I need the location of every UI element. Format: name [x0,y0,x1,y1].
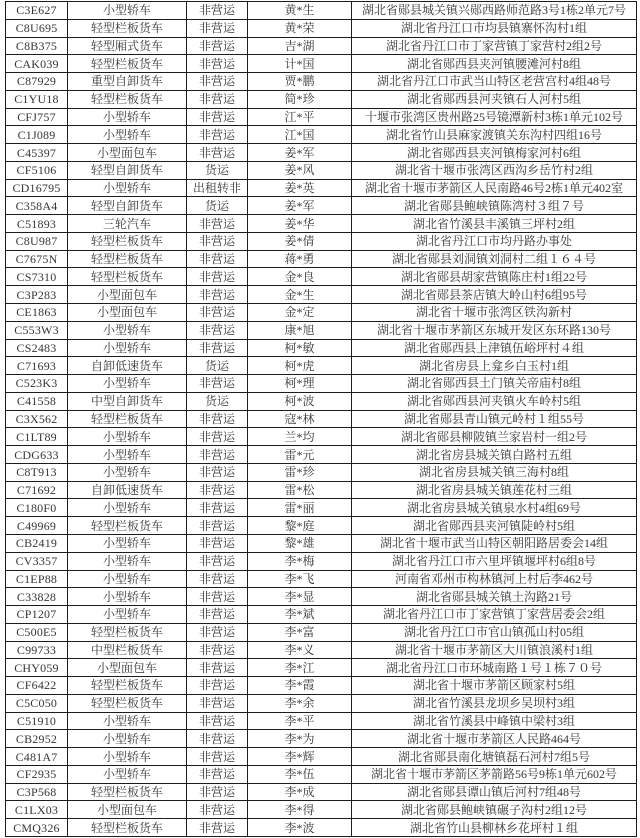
cell-usage-type: 非营运 [187,339,248,357]
cell-plate-code: C8B375 [6,37,68,55]
cell-address: 湖北省房县城关镇三海村8组 [352,463,637,481]
cell-usage-type: 非营运 [187,232,248,250]
table-row [6,126,637,144]
cell-address: 湖北省丹江口市武当山特区老营宫村4组48号 [352,73,637,91]
cell-vehicle-type: 小型轿车 [68,570,187,588]
cell-plate-code: CS7310 [6,268,68,286]
table-row [6,250,637,268]
cell-address: 十堰市张湾区贵州路25号镜潭新村3栋1单元102号 [352,108,637,126]
cell-owner-name: 黄*生 [248,2,352,20]
cell-owner-name: 李*梅 [248,552,352,570]
cell-usage-type: 非营运 [187,623,248,641]
cell-address: 湖北省竹山县麻家渡镇关东沟村四组16号 [352,126,637,144]
cell-usage-type: 货运 [187,197,248,215]
cell-vehicle-type: 轻型栏板货车 [68,623,187,641]
cell-address: 湖北省十堰市茅箭区大川镇浪溪村1组 [352,641,637,659]
cell-vehicle-type: 小型面包车 [68,659,187,677]
table-row [6,606,637,624]
cell-plate-code: C523K3 [6,375,68,393]
table-row [6,392,637,410]
table-row [6,801,637,819]
cell-plate-code: CHY059 [6,659,68,677]
cell-address: 湖北省房县城关镇泉水村4组69号 [352,499,637,517]
cell-address: 湖北省竹溪县龙坝乡吴坝村3组 [352,694,637,712]
cell-vehicle-type: 小型轿车 [68,499,187,517]
cell-owner-name: 李*斌 [248,606,352,624]
cell-address: 湖北省房县城关镇白路村五组 [352,446,637,464]
table-row [6,481,637,499]
cell-owner-name: 李*成 [248,783,352,801]
cell-vehicle-type: 轻型栏板货车 [68,268,187,286]
table-row [6,623,637,641]
cell-usage-type: 非营运 [187,268,248,286]
cell-address: 湖北省十堰市武当山特区朝阳路居委会14组 [352,534,637,552]
cell-owner-name: 姜*倩 [248,232,352,250]
cell-plate-code: CE1863 [6,304,68,322]
cell-vehicle-type: 轻型栏板货车 [68,677,187,695]
table-row [6,144,637,162]
cell-owner-name: 李*江 [248,659,352,677]
cell-usage-type: 非营运 [187,712,248,730]
cell-plate-code: C8U695 [6,19,68,37]
cell-owner-name: 李*义 [248,641,352,659]
table-row [6,339,637,357]
cell-owner-name: 黎*雄 [248,534,352,552]
cell-address: 湖北省丹江口市丁家营镇丁家营居委会2组 [352,606,637,624]
cell-usage-type: 非营运 [187,108,248,126]
cell-usage-type: 非营运 [187,570,248,588]
cell-address: 湖北省郧西县夹河镇陡岭村5组 [352,517,637,535]
cell-address: 湖北省十堰市茅箭区人民路464号 [352,730,637,748]
cell-address: 湖北省郧县鲍峡镇碾子沟村2组12号 [352,801,637,819]
cell-address: 湖北省十堰市茅箭区人民南路46号2栋1单元402室 [352,179,637,197]
cell-plate-code: CD16795 [6,179,68,197]
cell-address: 湖北省郧西县夹河镇梅家河村6组 [352,144,637,162]
table-row [6,19,637,37]
cell-usage-type: 非营运 [187,765,248,783]
cell-usage-type: 非营运 [187,250,248,268]
cell-vehicle-type: 重型自卸货车 [68,73,187,91]
cell-vehicle-type: 小型轿车 [68,606,187,624]
cell-vehicle-type: 轻型栏板货车 [68,55,187,73]
cell-vehicle-type: 小型轿车 [68,534,187,552]
cell-owner-name: 李*得 [248,801,352,819]
cell-usage-type: 非营运 [187,321,248,339]
cell-owner-name: 姜*风 [248,161,352,179]
cell-owner-name: 简*珍 [248,90,352,108]
cell-vehicle-type: 轻型栏板货车 [68,783,187,801]
cell-owner-name: 雷*丽 [248,499,352,517]
table-row [6,410,637,428]
cell-vehicle-type: 小型轿车 [68,428,187,446]
cell-owner-name: 金*定 [248,304,352,322]
cell-usage-type: 货运 [187,392,248,410]
cell-vehicle-type: 轻型自卸货车 [68,197,187,215]
cell-owner-name: 姜*军 [248,144,352,162]
table-row [6,463,637,481]
cell-usage-type: 非营运 [187,73,248,91]
cell-vehicle-type: 轻型自卸货车 [68,161,187,179]
cell-plate-code: C41558 [6,392,68,410]
cell-owner-name: 江*国 [248,126,352,144]
table-row [6,286,637,304]
cell-usage-type: 非营运 [187,144,248,162]
cell-owner-name: 寇*林 [248,410,352,428]
cell-address: 湖北省郧县城关镇土沟路21号 [352,588,637,606]
cell-owner-name: 金*生 [248,286,352,304]
cell-vehicle-type: 小型轿车 [68,588,187,606]
cell-plate-code: C45397 [6,144,68,162]
cell-owner-name: 李*平 [248,712,352,730]
table-row [6,304,637,322]
cell-usage-type: 非营运 [187,19,248,37]
cell-address: 湖北省房县城关镇莲花村三组 [352,481,637,499]
table-row [6,179,637,197]
cell-vehicle-type: 轻型厢式货车 [68,37,187,55]
cell-plate-code: CF6422 [6,677,68,695]
cell-plate-code: CF2935 [6,765,68,783]
table-row [6,499,637,517]
cell-plate-code: C87929 [6,73,68,91]
cell-vehicle-type: 小型面包车 [68,304,187,322]
cell-usage-type: 非营运 [187,588,248,606]
table-row [6,90,637,108]
table-row [6,748,637,766]
table-row [6,659,637,677]
cell-vehicle-type: 小型轿车 [68,179,187,197]
cell-plate-code: C1YU18 [6,90,68,108]
cell-plate-code: C71693 [6,357,68,375]
cell-plate-code: C99733 [6,641,68,659]
cell-owner-name: 李*伍 [248,765,352,783]
table-row [6,730,637,748]
cell-address: 湖北省房县上龛乡白玉村1组 [352,357,637,375]
table-row [6,232,637,250]
cell-address: 湖北省丹江口市丁家营镇丁家营村2组2号 [352,37,637,55]
cell-owner-name: 柯*波 [248,392,352,410]
cell-owner-name: 李*为 [248,730,352,748]
cell-plate-code: CAK039 [6,55,68,73]
cell-address: 湖北省郧西县河夹镇火车岭村5组 [352,392,637,410]
cell-vehicle-type: 轻型栏板货车 [68,19,187,37]
cell-plate-code: C8T913 [6,463,68,481]
cell-usage-type: 非营运 [187,375,248,393]
cell-plate-code: C3X562 [6,410,68,428]
cell-usage-type: 货运 [187,161,248,179]
table-row [6,588,637,606]
cell-plate-code: C1LX03 [6,801,68,819]
cell-address: 湖北省郧县青山镇元岭村１组55号 [352,410,637,428]
cell-plate-code: C1LT89 [6,428,68,446]
table-row [6,783,637,801]
cell-usage-type: 出租转非 [187,179,248,197]
cell-vehicle-type: 自卸低速货车 [68,481,187,499]
cell-usage-type: 非营运 [187,2,248,20]
cell-plate-code: C33828 [6,588,68,606]
table-row [6,677,637,695]
cell-usage-type: 非营运 [187,694,248,712]
cell-owner-name: 柯*敏 [248,339,352,357]
cell-plate-code: C1EP88 [6,570,68,588]
cell-plate-code: C180F0 [6,499,68,517]
cell-address: 湖北省十堰市张湾区铁沟新村 [352,304,637,322]
table-row [6,517,637,535]
cell-plate-code: C3P283 [6,286,68,304]
cell-address: 湖北省郧县柳陂镇兰家岩村一组2号 [352,428,637,446]
vehicle-table [5,1,637,837]
cell-usage-type: 非营运 [187,410,248,428]
cell-owner-name: 李*波 [248,819,352,837]
cell-plate-code: CMQ326 [6,819,68,837]
cell-plate-code: C8U987 [6,232,68,250]
cell-vehicle-type: 小型面包车 [68,801,187,819]
cell-usage-type: 非营运 [187,517,248,535]
cell-vehicle-type: 小型面包车 [68,144,187,162]
table-row [6,552,637,570]
cell-address: 湖北省丹江口市均丹路办事处 [352,232,637,250]
cell-address: 湖北省十堰市张湾区西沟乡岳竹村2组 [352,161,637,179]
table-row [6,2,637,20]
table-row [6,197,637,215]
cell-usage-type: 非营运 [187,463,248,481]
cell-owner-name: 雷*松 [248,481,352,499]
cell-owner-name: 柯*虎 [248,357,352,375]
cell-usage-type: 非营运 [187,428,248,446]
table-row [6,819,637,837]
cell-usage-type: 非营运 [187,783,248,801]
cell-usage-type: 非营运 [187,481,248,499]
table-row [6,446,637,464]
cell-vehicle-type: 小型轿车 [68,765,187,783]
cell-plate-code: CP1207 [6,606,68,624]
cell-vehicle-type: 轻型栏板货车 [68,694,187,712]
cell-owner-name: 姜*英 [248,179,352,197]
cell-owner-name: 计*国 [248,55,352,73]
cell-plate-code: C51910 [6,712,68,730]
cell-address: 湖北省郧西县土门镇关帝庙村8组 [352,375,637,393]
cell-address: 湖北省十堰市茅箭区顾家村5组 [352,677,637,695]
cell-plate-code: CDG633 [6,446,68,464]
cell-owner-name: 柯*理 [248,375,352,393]
vehicle-table-body [6,2,637,837]
cell-owner-name: 李*霞 [248,677,352,695]
table-row [6,268,637,286]
cell-usage-type: 非营运 [187,304,248,322]
cell-vehicle-type: 小型轿车 [68,108,187,126]
cell-owner-name: 李*飞 [248,570,352,588]
cell-vehicle-type: 小型轿车 [68,126,187,144]
cell-usage-type: 非营运 [187,499,248,517]
cell-plate-code: C553W3 [6,321,68,339]
cell-vehicle-type: 中型栏板货车 [68,641,187,659]
cell-vehicle-type: 轻型栏板货车 [68,232,187,250]
cell-vehicle-type: 小型轿车 [68,446,187,464]
cell-address: 湖北省丹江口市六里坪镇堰坪村6组8号 [352,552,637,570]
cell-vehicle-type: 轻型栏板货车 [68,819,187,837]
table-row [6,641,637,659]
cell-address: 湖北省郧县南化塘镇磊石河村7组5号 [352,748,637,766]
table-row [6,215,637,233]
cell-usage-type: 非营运 [187,801,248,819]
cell-owner-name: 金*良 [248,268,352,286]
table-row [6,108,637,126]
cell-plate-code: C358A4 [6,197,68,215]
table-row [6,534,637,552]
cell-vehicle-type: 轻型栏板货车 [68,517,187,535]
cell-vehicle-type: 轻型栏板货车 [68,410,187,428]
cell-owner-name: 雷*元 [248,446,352,464]
cell-plate-code: C3E627 [6,2,68,20]
cell-usage-type: 非营运 [187,552,248,570]
cell-vehicle-type: 中型自卸货车 [68,392,187,410]
cell-owner-name: 黎*庭 [248,517,352,535]
cell-plate-code: C5C050 [6,694,68,712]
table-row [6,357,637,375]
cell-owner-name: 黄*荣 [248,19,352,37]
cell-vehicle-type: 小型轿车 [68,463,187,481]
table-row [6,694,637,712]
cell-plate-code: C500E5 [6,623,68,641]
cell-plate-code: C49969 [6,517,68,535]
cell-owner-name: 兰*均 [248,428,352,446]
cell-vehicle-type: 小型轿车 [68,321,187,339]
cell-vehicle-type: 小型轿车 [68,552,187,570]
cell-vehicle-type: 小型轿车 [68,375,187,393]
cell-plate-code: CFJ757 [6,108,68,126]
cell-usage-type: 非营运 [187,446,248,464]
cell-address: 湖北省郧县茶店镇大岭山村6组95号 [352,286,637,304]
cell-owner-name: 吉*湖 [248,37,352,55]
cell-address: 湖北省郧西县河夹镇石人河村5组 [352,90,637,108]
cell-plate-code: CB2952 [6,730,68,748]
table-row [6,765,637,783]
cell-usage-type: 非营运 [187,641,248,659]
cell-plate-code: CS2483 [6,339,68,357]
table-row [6,73,637,91]
cell-plate-code: C51893 [6,215,68,233]
cell-usage-type: 非营运 [187,677,248,695]
cell-owner-name: 李*辉 [248,748,352,766]
table-row [6,37,637,55]
cell-vehicle-type: 三轮汽车 [68,215,187,233]
cell-owner-name: 姜*华 [248,215,352,233]
cell-owner-name: 贾*鹏 [248,73,352,91]
table-row [6,161,637,179]
cell-usage-type: 非营运 [187,55,248,73]
cell-address: 湖北省竹溪县丰溪镇三坪村2组 [352,215,637,233]
table-row [6,428,637,446]
cell-address: 湖北省十堰市茅箭区东城开发区东环路130号 [352,321,637,339]
cell-owner-name: 雷*珍 [248,463,352,481]
cell-vehicle-type: 小型轿车 [68,2,187,20]
cell-vehicle-type: 轻型栏板货车 [68,90,187,108]
cell-address: 湖北省丹江口市环城南路１号１栋７０号 [352,659,637,677]
cell-plate-code: CF5106 [6,161,68,179]
cell-address: 湖北省郧西县夹河镇腰滩河村8组 [352,55,637,73]
cell-vehicle-type: 自卸低速货车 [68,357,187,375]
cell-address: 湖北省郧县刘洞镇刘洞村二组１６４号 [352,250,637,268]
cell-vehicle-type: 小型轿车 [68,748,187,766]
cell-plate-code: CV3357 [6,552,68,570]
table-row [6,321,637,339]
cell-usage-type: 非营运 [187,659,248,677]
cell-vehicle-type: 小型轿车 [68,730,187,748]
cell-owner-name: 蒋*勇 [248,250,352,268]
cell-vehicle-type: 小型面包车 [68,286,187,304]
table-row [6,375,637,393]
cell-address: 湖北省十堰市茅箭区茅箭路56号9栋1单元602号 [352,765,637,783]
cell-usage-type: 货运 [187,357,248,375]
cell-owner-name: 江*平 [248,108,352,126]
cell-address: 湖北省郧县鲍峡镇陈湾村３组７号 [352,197,637,215]
cell-owner-name: 康*旭 [248,321,352,339]
cell-usage-type: 非营运 [187,730,248,748]
cell-address: 湖北省郧县城关镇兴郧西路师范路3号1栋2单元7号 [352,2,637,20]
cell-usage-type: 非营运 [187,819,248,837]
cell-owner-name: 李*显 [248,588,352,606]
cell-vehicle-type: 小型轿车 [68,339,187,357]
cell-vehicle-type: 轻型栏板货车 [68,250,187,268]
cell-address: 湖北省郧县谭山镇后河村7组48号 [352,783,637,801]
cell-address: 河南省邓州市构林镇河上村后李462号 [352,570,637,588]
cell-address: 湖北省郧县胡家营镇陈庄村1组22号 [352,268,637,286]
cell-owner-name: 李*富 [248,623,352,641]
cell-usage-type: 非营运 [187,748,248,766]
cell-vehicle-type: 小型轿车 [68,712,187,730]
table-row [6,570,637,588]
cell-usage-type: 非营运 [187,126,248,144]
cell-usage-type: 非营运 [187,286,248,304]
cell-plate-code: C71692 [6,481,68,499]
cell-plate-code: C3P568 [6,783,68,801]
cell-owner-name: 李*余 [248,694,352,712]
cell-address: 湖北省丹江口市官山镇孤山村05组 [352,623,637,641]
table-row [6,712,637,730]
cell-address: 湖北省竹山县柳林乡花坪村１组 [352,819,637,837]
table-row [6,55,637,73]
cell-plate-code: CB2419 [6,534,68,552]
cell-plate-code: C1J089 [6,126,68,144]
cell-usage-type: 非营运 [187,606,248,624]
cell-address: 湖北省丹江口市均县镇寨怀沟村1组 [352,19,637,37]
cell-usage-type: 非营运 [187,90,248,108]
cell-usage-type: 非营运 [187,215,248,233]
cell-plate-code: C481A7 [6,748,68,766]
cell-usage-type: 非营运 [187,534,248,552]
cell-plate-code: C7675N [6,250,68,268]
cell-address: 湖北省郧西县上津镇伍峪坪村４组 [352,339,637,357]
cell-usage-type: 非营运 [187,37,248,55]
cell-address: 湖北省竹溪县中峰镇中梁村3组 [352,712,637,730]
cell-owner-name: 姜*军 [248,197,352,215]
